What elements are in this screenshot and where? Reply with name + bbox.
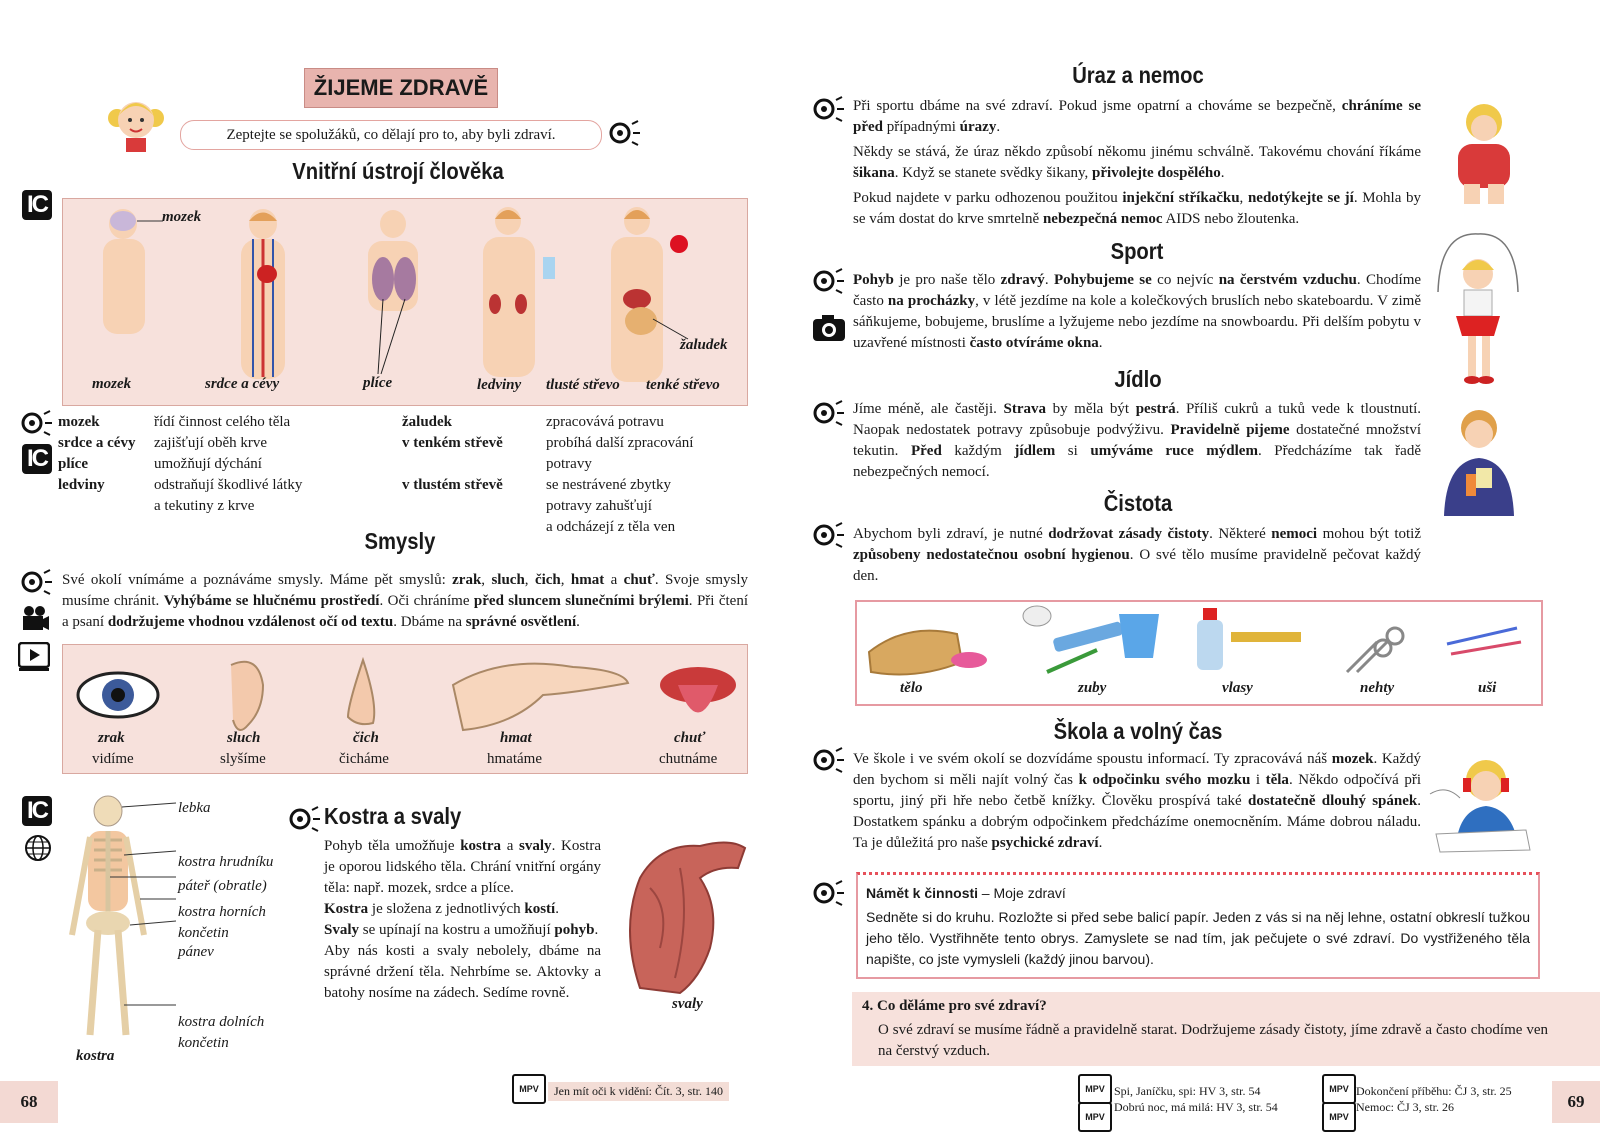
- hygiene-label-zuby: zuby: [1078, 680, 1107, 696]
- definition-row: plíce umožňují dýchání: [58, 456, 262, 472]
- school-title: Škola a volný čas: [1053, 718, 1223, 744]
- mpv-reference[interactable]: Spi, Janíčku, spi: HV 3, str. 54: [1114, 1084, 1261, 1098]
- sense-verb-cich: čicháme: [339, 751, 389, 767]
- definition-row: ledviny odstraňují škodlivé látky: [58, 477, 303, 493]
- definition-row: mozek řídí činnost celého těla: [58, 414, 291, 430]
- organ-definitions-left: [58, 412, 306, 517]
- girl-jumping-rope-illustration: [1430, 232, 1526, 392]
- audio-speaker-icon[interactable]: [812, 745, 846, 775]
- mpv-icon[interactable]: MPV: [1078, 1074, 1112, 1104]
- skeleton-label-dolni: kostra dolních končetin: [178, 1014, 265, 1051]
- ic-icon[interactable]: IC: [22, 796, 52, 826]
- ic-icon[interactable]: IC: [22, 444, 52, 474]
- skeleton-label-horni: kostra horních končetin: [178, 904, 266, 941]
- audio-speaker-icon[interactable]: [20, 408, 54, 438]
- sense-name-zrak: zrak: [98, 730, 125, 746]
- senses-title: Smysly: [364, 528, 436, 554]
- ic-icon[interactable]: IC: [22, 190, 52, 220]
- sense-name-hmat: hmat: [500, 730, 532, 746]
- speech-bubble: [180, 120, 602, 150]
- definition-row: potravy zahušťují: [546, 498, 652, 514]
- hygiene-label-vlasy: vlasy: [1222, 680, 1253, 696]
- summary-question: 4. Co děláme pro své zdraví?: [862, 998, 1047, 1014]
- hygiene-illustration: [857, 602, 1541, 704]
- summary-answer: O své zdraví se musíme řádně a pravidelně starat. Dodržujeme zásady čistoty, jíme zdravě a často chodíme ven na čerstvý vzduch.: [878, 1022, 1548, 1059]
- main-title: ŽIJEME ZDRAVĚ: [304, 68, 498, 108]
- definition-row: srdce a cévy zajišťují oběh krve: [58, 435, 268, 451]
- video-player-icon[interactable]: [18, 642, 50, 672]
- injury-title: Úraz a nemoc: [1072, 62, 1204, 88]
- sense-name-cich: čich: [353, 730, 379, 746]
- organ-label-tluste-strevo: tlusté střevo: [546, 377, 620, 393]
- skeleton-caption: kostra: [76, 1048, 115, 1064]
- camera-icon[interactable]: [812, 314, 846, 342]
- school-text: Ve škole i ve svém okolí se dozvídáme spoustu informací. Ty zpracovává náš mozek. Každý den bychom si měli najít volný čas k odpočinku svého mozku i těla. Někdo odpočívá při sportu, jiný při hře nebo četbě knížky. Člověku prospívá také dostatečně dlouhý spánek. Dostatkem spánku a dobrým odpočinkem předcházíme onemocněním. Máme dobrou náladu. Ta je důležitá pro naše psychické zdraví.: [853, 751, 1422, 851]
- hygiene-label-telo: tělo: [900, 680, 923, 696]
- skeleton-label-patere: páteř (obratle): [178, 878, 267, 894]
- definition-row: v tenkém střevě probíhá další zpracování: [402, 435, 694, 451]
- hygiene-text: Abychom byli zdraví, je nutné dodržovat zásady čistoty. Některé nemoci mohou být totiž způsobeny nedostatečnou osobní hygienou. O své tělo musíme pravidelně pečovat každý den.: [853, 526, 1421, 584]
- organ-label-tenke-strevo: tenké střevo: [646, 377, 720, 393]
- definition-row: v tlustém střevě se nestrávené zbytky: [402, 477, 671, 493]
- video-camera-icon[interactable]: [20, 604, 50, 632]
- sense-name-chut: chuť: [674, 730, 706, 746]
- senses-text: Své okolí vnímáme a poznáváme smysly. Máme pět smyslů: zrak, sluch, čich, hmat a chuť. Svoje smysly musíme chránit. Vyhýbáme se hlučnému prostředí. Oči chráníme před sluncem slunečními brýlemi. Při čtení a psaní dodržujeme vhodnou vzdálenost očí od textu. Dbáme na správné osvětlení.: [62, 572, 749, 630]
- senses-illustration: [63, 645, 747, 773]
- audio-speaker-icon[interactable]: [812, 520, 846, 550]
- skeleton-text: Pohyb těla umožňuje kostra a svaly. Kostra je oporou lidského těla. Chrání vnitřní orgány těla: např. mozek, srdce a plíce. Kostra je složena z jednotlivých kostí. Svaly se upínají na kostru a umožňují pohyb. Aby nás kosti a svaly nebolely, dbáme na správné držení těla. Nehrbíme se. Aktovky a batohy nosíme na zádech. Sedíme rovně.: [324, 838, 601, 1001]
- sense-verb-sluch: slyšíme: [220, 751, 266, 767]
- activity-subheading: – Moje zdraví: [981, 885, 1066, 901]
- sense-verb-chut: chutnáme: [659, 751, 718, 767]
- organs-illustration: [63, 199, 747, 405]
- mpv-icon[interactable]: MPV: [1322, 1074, 1356, 1104]
- definition-row: potravy: [546, 456, 592, 472]
- activity-text: Sedněte si do kruhu. Rozložte si před sebe balicí papír. Jeden z vás si na něj lehne, ostatní obkreslí tužkou jeho tělo. Vystřihněte tento obrys. Zamyslete se nad tím, jak pečujete o své zdraví. Do vystřiženého těla napište, co jste vymysleli (každý jinou barvou).: [866, 909, 1530, 967]
- skeleton-label-panev: pánev: [178, 944, 214, 960]
- organ-label-mozek-top: mozek: [162, 209, 202, 225]
- girl-sitting-illustration: [1444, 98, 1524, 208]
- skeleton-label-lebka: lebka: [178, 800, 211, 816]
- audio-speaker-icon[interactable]: [288, 804, 322, 834]
- audio-speaker-icon[interactable]: [20, 567, 54, 597]
- activity-heading: Námět k činnosti: [866, 885, 979, 901]
- injury-paragraph-3: Pokud najdete v parku odhozenou použitou injekční stříkačku, nedotýkejte se jí. Mohla by se vám dostat do krve smrtelně nebezpečná nemoc AIDS nebo žloutenka.: [853, 190, 1422, 227]
- organs-figure: [62, 198, 748, 406]
- sense-name-sluch: sluch: [227, 730, 261, 746]
- definition-row: a tekutiny z krve: [154, 498, 255, 514]
- skeleton-illustration: [60, 795, 180, 1045]
- organ-label-ledviny: ledviny: [477, 377, 522, 393]
- sense-verb-hmat: hmatáme: [487, 751, 542, 767]
- mpv-reference[interactable]: Dokončení příběhu: ČJ 3, str. 25: [1356, 1084, 1512, 1098]
- organ-definitions-right: [402, 412, 697, 538]
- girl-headphones-illustration: [1426, 754, 1536, 854]
- summary-box: [852, 992, 1600, 1066]
- audio-speaker-icon[interactable]: [812, 266, 846, 296]
- organs-title: Vnitřní ústrojí člověka: [292, 158, 504, 184]
- senses-figure: [62, 644, 748, 774]
- hygiene-title: Čistota: [1103, 490, 1173, 516]
- definition-row: žaludek zpracovává potravu: [402, 414, 664, 430]
- boy-eating-illustration: [1436, 406, 1522, 516]
- food-title: Jídlo: [1114, 366, 1162, 392]
- mpv-icon[interactable]: MPV: [512, 1074, 546, 1104]
- hygiene-label-nehty: nehty: [1360, 680, 1395, 696]
- hygiene-label-usi: uši: [1478, 680, 1497, 696]
- activity-box: [856, 872, 1540, 979]
- skeleton-title: Kostra a svaly: [324, 803, 462, 829]
- mpv-reference[interactable]: Dobrú noc, má milá: HV 3, str. 54: [1114, 1100, 1278, 1114]
- food-text: Jíme méně, ale častěji. Strava by měla být pestrá. Příliš cukrů a tuků vede k tloustnutí. Naopak nedostatek potravy způsobuje podvýživu. Pravidelně pijeme dostatečné množství tekutin. Před každým jídlem si umýváme ruce mýdlem. Předcházíme tak řadě nebezpečných nemocí.: [853, 401, 1421, 480]
- mpv-icon[interactable]: MPV: [1078, 1102, 1112, 1132]
- audio-speaker-icon[interactable]: [812, 94, 846, 124]
- muscles-caption: svaly: [672, 996, 703, 1012]
- injury-paragraph-1: Při sportu dbáme na své zdraví. Pokud jsme opatrní a chováme se bezpečně, chráníme se před případnými úrazy.: [853, 98, 1421, 135]
- audio-speaker-icon[interactable]: [608, 118, 642, 148]
- organ-label-mozek: mozek: [92, 376, 132, 392]
- hygiene-figure: [855, 600, 1543, 706]
- mpv-reference[interactable]: Nemoc: ČJ 3, str. 26: [1356, 1100, 1454, 1114]
- definition-row: a odcházejí z těla ven: [546, 519, 676, 535]
- mpv-reference[interactable]: Jen mít oči k vidění: Čít. 3, str. 140: [548, 1082, 729, 1101]
- muscles-illustration: [620, 828, 750, 998]
- audio-speaker-icon[interactable]: [812, 878, 846, 908]
- globe-icon[interactable]: [24, 834, 52, 862]
- speech-text: Zeptejte se spolužáků, co dělají pro to, aby byli zdraví.: [226, 127, 556, 143]
- audio-speaker-icon[interactable]: [812, 398, 846, 428]
- organ-label-zaludek: žaludek: [680, 337, 728, 353]
- sport-text: Pohyb je pro naše tělo zdravý. Pohybujeme se co nejvíc na čerstvém vzduchu. Chodíme často na procházky, v létě jezdíme na kole a kolečkových bruslích nebo skateboardu. V zimě sáňkujeme, bobujeme, bruslíme a lyžujeme nebo jezdíme na snowboardu. Při delším pobytu v uzavřené místnosti často otvíráme okna.: [853, 272, 1422, 351]
- organ-label-srdce: srdce a cévy: [205, 376, 280, 392]
- sport-title: Sport: [1110, 238, 1164, 264]
- mpv-icon[interactable]: MPV: [1322, 1102, 1356, 1132]
- page-number-right: 69: [1552, 1081, 1600, 1123]
- sense-verb-zrak: vidíme: [92, 751, 134, 767]
- injury-paragraph-2: Někdy se stává, že úraz někdo způsobí někomu jinému schválně. Takovému chování říkáme šikana. Když se stanete svědky šikany, přivolejte dospělého.: [853, 144, 1421, 181]
- page-number-left: 68: [0, 1081, 58, 1123]
- skeleton-label-hrudnik: kostra hrudníku: [178, 854, 274, 870]
- organ-label-plice: plíce: [363, 375, 393, 391]
- girl-portrait-icon: [105, 94, 167, 152]
